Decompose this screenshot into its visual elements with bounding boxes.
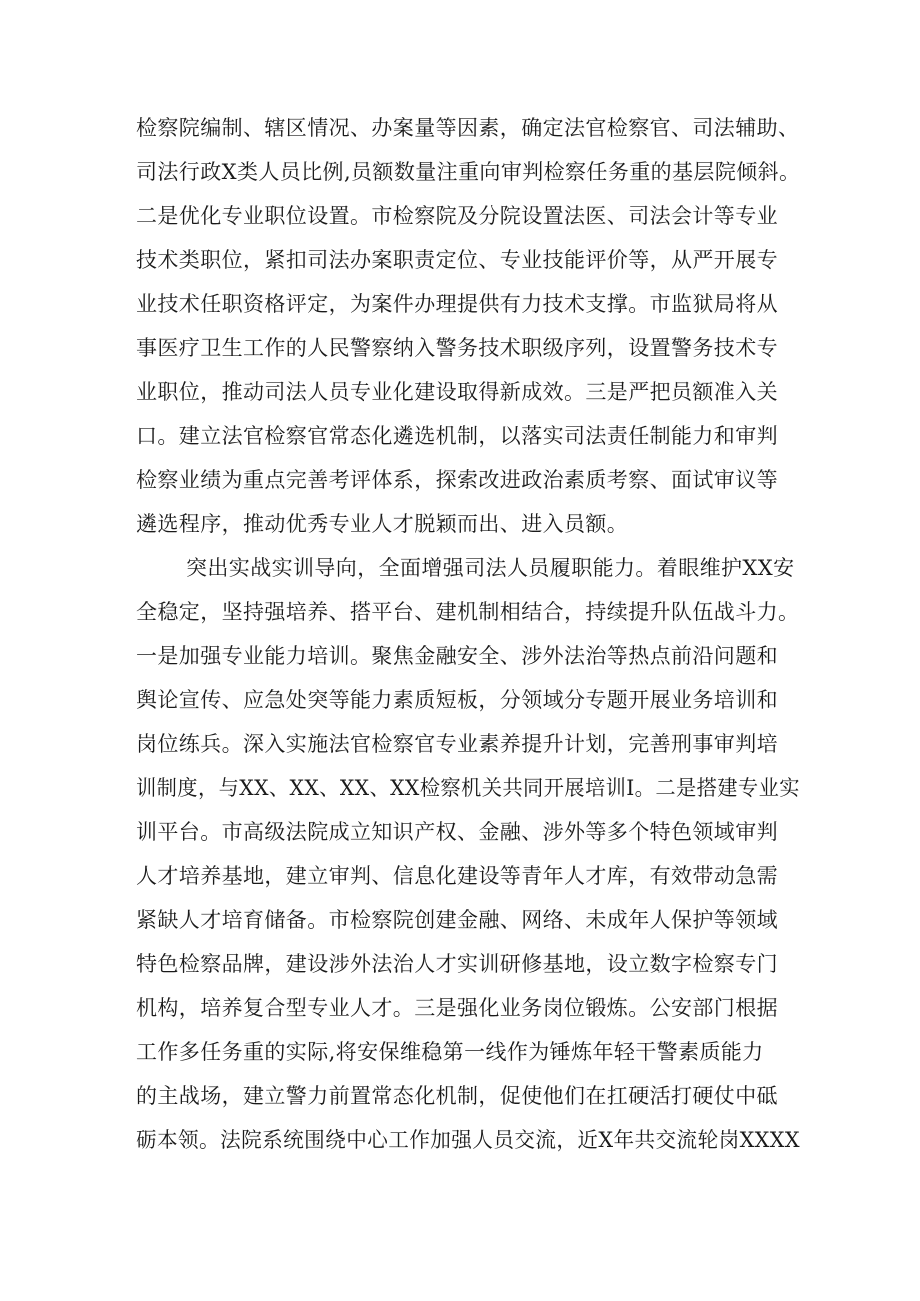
text-line: 机构，培养复合型专业人才。三是强化业务岗位锻炼。公安部门根据 [136,996,778,1020]
text-line: 口。建立法官检察官常态化遴选机制，以落实司法责任制能力和审判 [136,424,778,448]
text-line: 训制度，与XX、XX、XX、XX检察机关共同开展培训I。二是搭建专业实 [136,776,800,800]
text-line: 全稳定，坚持强培养、搭平台、建机制相结合，持续提升队伍战斗力。 [136,600,800,624]
text-line: 司法行政X类人员比例,员额数量注重向审判检察任务重的基层院倾斜。 [136,160,801,184]
text-line: 一是加强专业能力培训。聚焦金融安全、涉外法治等热点前沿问题和 [136,644,778,668]
text-line: 训平台。市高级法院成立知识产权、金融、涉外等多个特色领域审判 [136,820,778,844]
text-line: 紧缺人才培育储备。市检察院创建金融、网络、未成年人保护等领域 [136,908,778,932]
text-line: 人才培养基地，建立审判、信息化建设等青年人才库，有效带动急需 [136,864,778,888]
text-line: 检察院编制、辖区情况、办案量等因素，确定法官检察官、司法辅助、 [136,116,800,140]
text-line: 检察业绩为重点完善考评体系，探索改进政治素质考察、面试审议等 [136,468,778,492]
text-line: 技术类职位，紧扣司法办案职责定位、专业技能评价等，从严开展专 [136,248,778,272]
text-line: 的主战场，建立警力前置常态化机制，促使他们在扛硬活打硬仗中砥 [136,1084,778,1108]
text-line: 业技术任职资格评定，为案件办理提供有力技术支撑。市监狱局将从 [136,292,778,316]
text-line: 工作多任务重的实际,将安保维稳第一线作为锤炼年轻干警素质能力 [136,1040,764,1064]
text-line: 二是优化专业职位设置。市检察院及分院设置法医、司法会计等专业 [136,204,778,228]
paragraph-first-line: 突出实战实训导向，全面增强司法人员履职能力。着眼维护XX安 [186,556,795,580]
text-line: 特色检察品牌，建设涉外法治人才实训研修基地，设立数字检察专门 [136,952,778,976]
text-line: 砺本领。法院系统围绕中心工作加强人员交流，近X年共交流轮岗XXXX [136,1128,800,1152]
text-line: 遴选程序，推动优秀专业人才脱颖而出、进入员额。 [136,512,629,536]
text-line: 事医疗卫生工作的人民警察纳入警务技术职级序列，设置警务技术专 [136,336,778,360]
text-line: 岗位练兵。深入实施法官检察官专业素养提升计划，完善刑事审判培 [136,732,778,756]
text-line: 业职位，推动司法人员专业化建设取得新成效。三是严把员额准入关 [136,380,778,404]
text-line: 舆论宣传、应急处突等能力素质短板，分领域分专题开展业务培训和 [136,688,778,712]
